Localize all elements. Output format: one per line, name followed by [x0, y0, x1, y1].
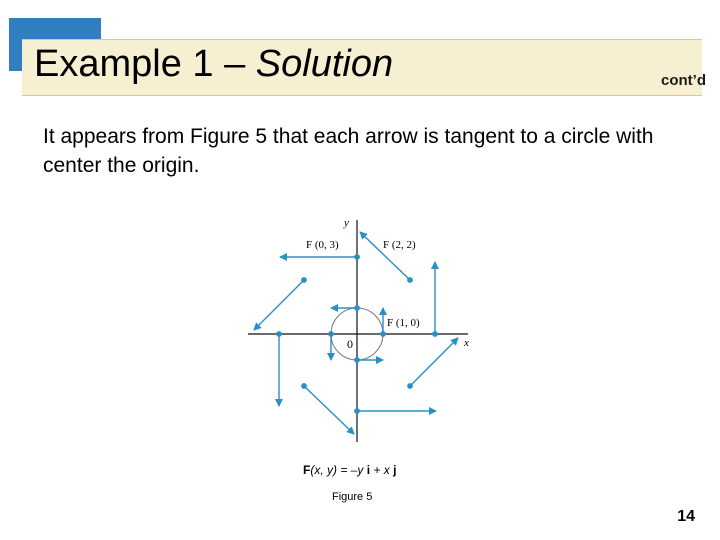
arrow-f01-dot — [355, 306, 359, 310]
caption-F: F — [303, 463, 311, 477]
label-axis-x: x — [464, 337, 469, 349]
arrow-f10-dot — [381, 332, 385, 336]
label-f22: F (2, 2) — [383, 239, 416, 251]
caption-xy: (x, y) = –y — [310, 463, 364, 477]
arrow-fm30-dot — [277, 332, 281, 336]
arrow-f0m3-dot — [355, 409, 359, 413]
label-axis-y: y — [344, 217, 349, 229]
vector-field-figure — [240, 210, 480, 450]
arrow-f03-dot — [355, 255, 359, 259]
arrow-f22-dot — [408, 278, 412, 282]
arrow-f2m2 — [410, 338, 458, 386]
continued-label: cont’d — [661, 72, 706, 89]
title-main: Example 1 – — [34, 43, 256, 85]
caption-j: j — [393, 463, 397, 477]
vector-field-svg — [240, 210, 480, 450]
slide-title — [34, 42, 393, 86]
arrow-f0m1-dot — [355, 358, 359, 362]
page-number: 14 — [677, 508, 695, 525]
arrow-fm22-dot — [302, 278, 306, 282]
arrow-fm22 — [254, 280, 304, 330]
arrow-f2m2-dot — [408, 384, 412, 388]
body-paragraph: It appears from Figure 5 that each arrow is tangent to a circle with center the origin. — [43, 125, 654, 177]
figure-caption — [303, 463, 396, 477]
caption-i: i — [366, 463, 371, 477]
arrow-fm2m2-dot — [302, 384, 306, 388]
label-origin: 0 — [347, 337, 353, 351]
arrow-fm2m2 — [304, 386, 354, 434]
title-italic: Solution — [255, 43, 394, 85]
arrow-f30-dot — [433, 332, 437, 336]
label-f10: F (1, 0) — [387, 317, 420, 329]
caption-plus: + x — [370, 463, 390, 477]
figure-label: Figure 5 — [332, 491, 373, 503]
label-f03: F (0, 3) — [306, 239, 339, 251]
arrow-fm10-dot — [329, 332, 333, 336]
